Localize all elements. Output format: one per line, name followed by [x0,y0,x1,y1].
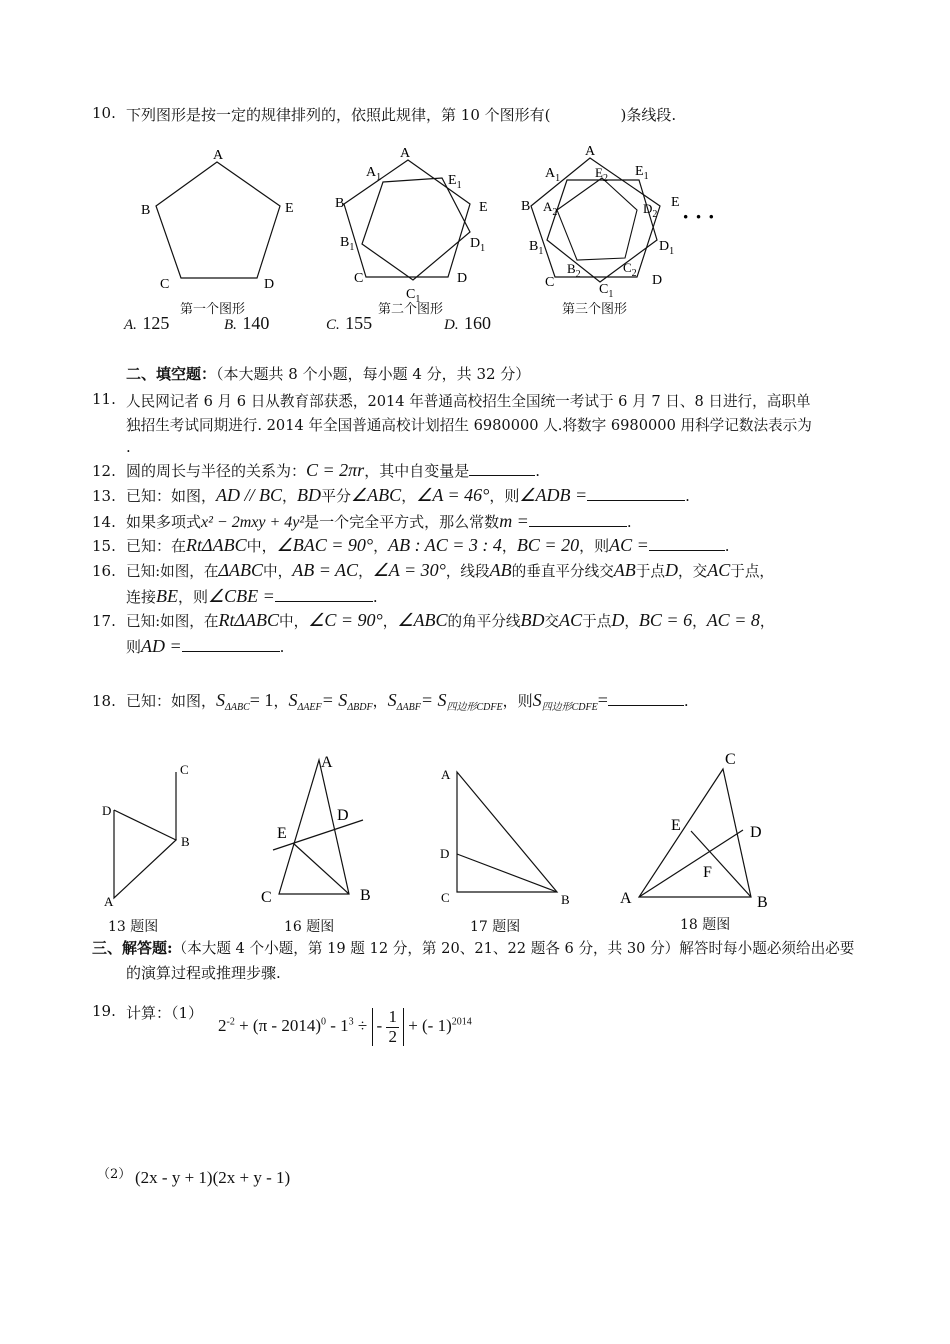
section2-note: （本大题共 8 个小题，每小题 4 分，共 32 分） [216,365,531,383]
q17-line2: 则AD = . [126,636,285,656]
q11-line2: 独招生考试同期进行. 2014 年全国普通高校计划招生 6980000 人.将数字 6980000 用科学记数法表示为 [126,417,812,434]
q10-answer-blank[interactable] [550,106,620,120]
label-B1: $B_1$ [340,235,355,253]
fig18-label-F: F [703,864,712,881]
fig18 [615,745,785,915]
q14-text: 如果多项式x² − 2mxy + 4y²是一个完全平方式，那么常数m = . [126,511,632,531]
q13-number: 13. [92,487,116,505]
q10-option-a[interactable]: A. 125 [124,313,170,333]
q10-figure-3 [515,140,735,305]
label-B: B [521,199,531,214]
q12-text: 圆的周长与半径的关系为：C = 2πr，其中自变量是 . [126,460,540,480]
q17-line1: 已知:如图，在RtΔABC中，∠C = 90°，∠ABC的角平分线BD交AC于点D，BC = 6，AC = 8， [126,610,775,630]
pentagon-3-inner [557,178,637,260]
q18-answer-blank[interactable] [608,691,684,706]
fig13-label-C: C [180,762,189,777]
q14-formula: x² − 2mxy + 4y² [201,514,305,531]
q10-text-pre: 下列图形是按一定的规律排列的，依照此规律，第 10 个图形有( [126,106,551,124]
q16-answer-blank[interactable] [275,587,373,602]
fig18-label-E: E [671,817,681,834]
fig17-label-D: D [440,846,450,861]
q17-number: 17. [92,612,116,630]
fig18-label-C: C [725,751,736,768]
fig16-caption: 16 题图 [284,919,335,935]
label-E1: $E_1$ [635,164,649,182]
q14-answer-blank[interactable] [529,512,627,527]
label-A: A [400,146,411,161]
fig18-ad [639,830,743,897]
fig17 [435,762,585,912]
fig17-bd [457,854,557,892]
fig3-caption: 第三个图形 [562,302,628,317]
label-D: D [457,271,468,286]
section3-line1: 三、解答题:（本大题 4 个小题，第 19 题 12 分，第 20、21、22 题各 6 分，共 30 分）解答时每小题必须给出必要 [92,939,855,957]
q19-part2-label: （2） [97,1167,132,1182]
fig16-be [293,843,349,894]
fig16-label-A: A [321,754,333,771]
label-E: E [479,200,488,215]
label-E1: $E_1$ [448,173,462,191]
label-D: D [652,273,663,288]
label-A1: $A_1$ [545,166,561,184]
label-C: C [545,275,555,290]
pentagon-2-inner [362,178,470,280]
label-C: C [354,271,364,286]
q13-answer-blank[interactable] [587,486,685,501]
label-A2: $A_2$ [543,199,558,218]
label-A1: $A_1$ [366,165,382,183]
fig16-label-E: E [277,825,287,842]
label-A: A [213,148,224,163]
q15-text: 已知：在RtΔABC中，∠BAC = 90°，AB : AC = 3 : 4，BC = 20，则AC = . [126,535,730,555]
section2-header [126,363,530,384]
fig13-triangle [114,810,176,898]
fig17-caption: 17 题图 [470,919,521,935]
q11-line1: 人民网记者 6 月 6 日从教育部获悉，2014 年普通高校招生全国统一考试于 6 月 7 日、8 日进行，高职单 [126,393,811,410]
fig13-label-B: B [181,834,190,849]
fig2-caption: 第二个图形 [378,302,444,317]
q10-text-post: )条线段. [620,106,677,124]
fig17-label-C: C [441,890,450,905]
section3-line2: 的演算过程或推理步骤. [126,964,281,982]
label-B: B [335,196,345,211]
fig13-label-A: A [104,894,114,908]
label-B: B [141,203,151,218]
fig13-caption: 13 题图 [108,919,159,935]
q10-figure-2 [328,140,531,305]
q19-abs-value: - $\frac{1}{2}$ [372,1008,404,1046]
q10-option-b[interactable]: B. 140 [224,313,270,333]
fig16-label-D: D [337,807,349,824]
q19-number: 19. [92,1002,116,1020]
fig16 [255,750,385,910]
q10-number: 10. [92,104,116,122]
continuation-dots: · · · [682,204,716,229]
label-C1: $C_1$ [406,287,421,305]
pentagon-1 [156,162,280,278]
fig18-label-B: B [757,894,768,911]
label-E: E [285,201,294,216]
fig17-label-B: B [561,892,570,907]
fig17-triangle [457,772,557,892]
fig13 [98,758,208,908]
label-A: A [585,144,596,159]
fig17-label-A: A [441,767,451,782]
q11-number: 11. [92,390,116,408]
q17-answer-blank[interactable] [182,637,280,652]
label-E: E [671,195,680,210]
label-C2: $C_2$ [623,260,637,279]
q18-number: 18. [92,692,116,710]
fig18-be [691,831,751,897]
q15-answer-blank[interactable] [649,536,725,551]
fig13-label-D: D [102,803,112,818]
q16-line2: 连接BE，则∠CBE = . [126,586,378,606]
fig18-label-D: D [750,824,762,841]
fig16-label-B: B [360,887,371,904]
q10-figure-1 [130,140,320,300]
q16-line1: 已知:如图，在ΔABC中，AB = AC，∠A = 30°，线段AB的垂直平分线交AB于点D，交AC于点， [126,560,775,580]
q19-prompt: 计算：（1） [126,1004,204,1022]
q15-number: 15. [92,537,116,555]
q10-option-c[interactable]: C. 155 [326,313,373,333]
label-D: D [264,277,275,292]
q19-fraction: $\frac{1}{2}$ [388,1007,397,1046]
label-D1: $D_1$ [659,239,675,257]
section3-title: 三、解答题: [92,939,173,957]
q12-number: 12. [92,462,116,480]
label-D1: $D_1$ [470,236,486,254]
q11-line3: . [126,438,131,456]
q19-expression-1: $2^{-2} + (\pi - 2014)^0 - 1^3$ ÷ - $\frac{1}{2}$ + (- 1)$^{2014}$ [218,1007,472,1046]
q12-formula: C = 2πr [306,460,365,480]
fig18-caption: 18 题图 [680,917,731,933]
label-B2: $B_2$ [567,261,581,280]
label-E2: $E_2$ [595,165,608,184]
q14-number: 14. [92,513,116,531]
q16-number: 16. [92,562,116,580]
q18-text: 已知：如图，$S_{\Delta ABC}= 1$，$S_{\Delta AEF}= S_{\Delta BDF}$，$S_{\Delta ABF}= S_{四边形CDFE}$，则$S_{四边形CDFE}=$ . [126,690,689,713]
q10-text [126,104,676,125]
fig16-triangle [279,760,349,894]
label-C: C [160,277,170,292]
label-B1: $B_1$ [529,239,544,257]
q19-expression-2: (2x - y + 1)(2x + y - 1) [135,1168,291,1187]
q10-option-d[interactable]: D. 160 [444,313,491,333]
section2-title: 二、填空题： [126,365,217,383]
q13-text: 已知：如图，AD // BC，BD平分∠ABC，∠A = 46°，则∠ADB = . [126,485,690,505]
fig1-caption: 第一个图形 [180,302,246,317]
fig18-label-A: A [620,890,632,907]
fig16-label-C: C [261,889,272,906]
label-D2: $D_2$ [643,201,658,220]
q12-answer-blank[interactable] [469,461,535,476]
label-C1: $C_1$ [599,282,614,300]
